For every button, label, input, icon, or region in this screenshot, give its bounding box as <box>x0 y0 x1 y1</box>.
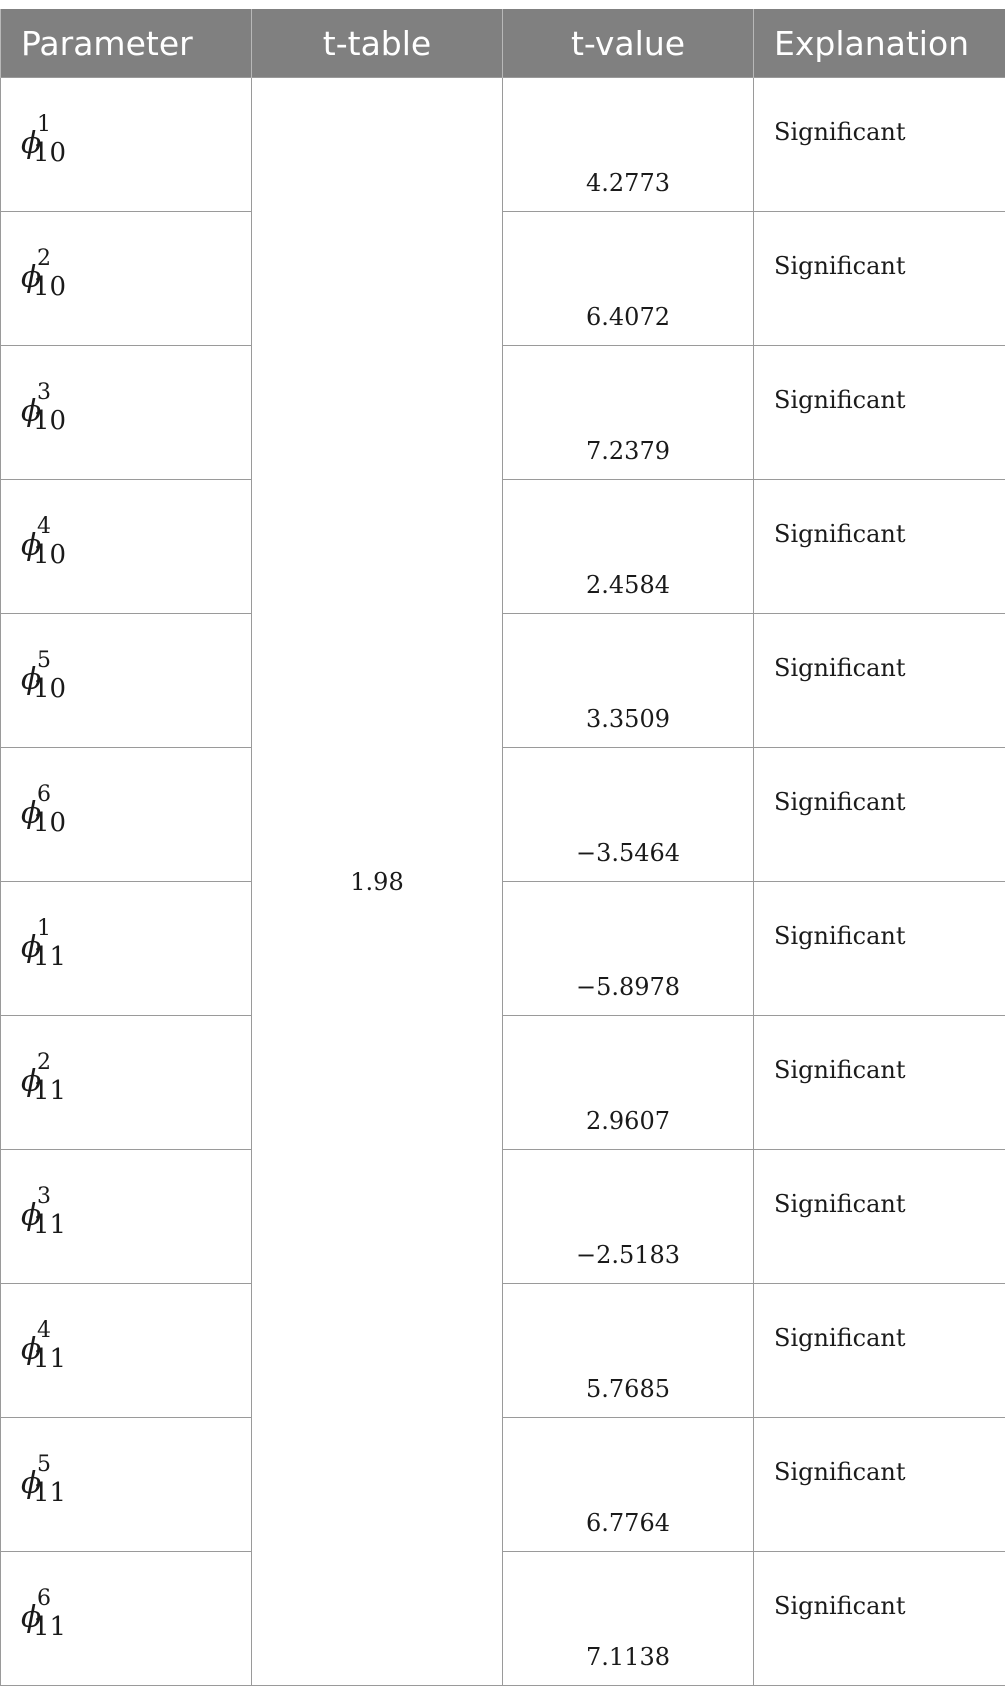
parameter-symbol <box>21 1050 81 1110</box>
header-explanation: Explanation <box>754 9 1005 78</box>
parameter-superscript: 5 <box>37 648 51 673</box>
header-parameter: Parameter <box>1 9 252 78</box>
table-row <box>1 614 1005 748</box>
parameter-subscript: 10 <box>33 406 66 436</box>
parameter-cell <box>1 212 252 346</box>
header-t-table: t-table <box>252 9 503 78</box>
parameter-cell <box>1 78 252 212</box>
t-value-cell: −5.8978 <box>503 882 754 1016</box>
parameter-cell <box>1 1016 252 1150</box>
parameter-symbol <box>21 380 81 440</box>
phi-symbol: ϕ <box>21 260 41 295</box>
parameter-superscript: 4 <box>37 1318 51 1343</box>
phi-symbol: ϕ <box>21 662 41 697</box>
parameter-subscript: 11 <box>33 1478 66 1508</box>
table-row <box>1 1150 1005 1284</box>
explanation-cell: Significant <box>754 748 1005 882</box>
parameter-symbol <box>21 1586 81 1646</box>
parameter-subscript: 11 <box>33 1344 66 1374</box>
explanation-cell: Significant <box>754 212 1005 346</box>
t-value-cell: 2.9607 <box>503 1016 754 1150</box>
table-row <box>1 748 1005 882</box>
phi-symbol: ϕ <box>21 930 41 965</box>
parameter-symbol <box>21 1318 81 1378</box>
parameter-superscript: 1 <box>37 916 51 941</box>
parameter-cell <box>1 1552 252 1686</box>
parameter-subscript: 11 <box>33 1210 66 1240</box>
table-row <box>1 1418 1005 1552</box>
parameter-subscript: 10 <box>33 540 66 570</box>
explanation-cell: Significant <box>754 1150 1005 1284</box>
phi-symbol: ϕ <box>21 528 41 563</box>
phi-symbol: ϕ <box>21 1198 41 1233</box>
explanation-cell: Significant <box>754 882 1005 1016</box>
parameter-cell <box>1 346 252 480</box>
explanation-cell: Significant <box>754 480 1005 614</box>
t-value-cell: 3.3509 <box>503 614 754 748</box>
t-value-cell: 6.4072 <box>503 212 754 346</box>
table-row <box>1 480 1005 614</box>
phi-symbol: ϕ <box>21 394 41 429</box>
explanation-cell: Significant <box>754 78 1005 212</box>
table-header <box>1 9 1005 78</box>
parameter-subscript: 11 <box>33 1612 66 1642</box>
parameter-subscript: 10 <box>33 674 66 704</box>
phi-symbol: ϕ <box>21 1332 41 1367</box>
parameter-superscript: 2 <box>37 246 51 271</box>
parameter-superscript: 1 <box>37 112 51 137</box>
table-row <box>1 212 1005 346</box>
phi-symbol: ϕ <box>21 1064 41 1099</box>
t-value-cell: 6.7764 <box>503 1418 754 1552</box>
explanation-cell: Significant <box>754 614 1005 748</box>
parameter-symbol <box>21 916 81 976</box>
table-row <box>1 1284 1005 1418</box>
parameter-superscript: 5 <box>37 1452 51 1477</box>
t-value-cell: −2.5183 <box>503 1150 754 1284</box>
table-row <box>1 882 1005 1016</box>
explanation-cell: Significant <box>754 1552 1005 1686</box>
t-value-cell: 2.4584 <box>503 480 754 614</box>
parameter-cell <box>1 1150 252 1284</box>
parameter-symbol <box>21 514 81 574</box>
parameter-cell <box>1 1418 252 1552</box>
parameter-subscript: 10 <box>33 808 66 838</box>
parameter-symbol <box>21 112 81 172</box>
parameter-symbol <box>21 648 81 708</box>
phi-symbol: ϕ <box>21 796 41 831</box>
parameter-symbol <box>21 782 81 842</box>
parameter-superscript: 2 <box>37 1050 51 1075</box>
parameter-subscript: 10 <box>33 138 66 168</box>
parameter-subscript: 11 <box>33 1076 66 1106</box>
explanation-cell: Significant <box>754 1418 1005 1552</box>
parameter-symbol <box>21 1452 81 1512</box>
header-row <box>1 9 1005 78</box>
table-row <box>1 1552 1005 1686</box>
parameter-cell <box>1 748 252 882</box>
phi-symbol: ϕ <box>21 1466 41 1501</box>
parameter-superscript: 3 <box>37 1184 51 1209</box>
t-value-cell: 4.2773 <box>503 78 754 212</box>
parameter-cell <box>1 1284 252 1418</box>
table-row <box>1 346 1005 480</box>
header-t-value: t-value <box>503 9 754 78</box>
t-value-cell: 7.2379 <box>503 346 754 480</box>
t-value-cell: −3.5464 <box>503 748 754 882</box>
phi-symbol: ϕ <box>21 126 41 161</box>
t-value-cell: 5.7685 <box>503 1284 754 1418</box>
table-row <box>1 78 1005 212</box>
table-body <box>1 78 1005 1686</box>
parameter-superscript: 4 <box>37 514 51 539</box>
parameter-symbol <box>21 246 81 306</box>
explanation-cell: Significant <box>754 346 1005 480</box>
phi-symbol: ϕ <box>21 1600 41 1635</box>
parameter-superscript: 6 <box>37 1586 51 1611</box>
parameter-superscript: 6 <box>37 782 51 807</box>
parameter-cell <box>1 882 252 1016</box>
table-row <box>1 1016 1005 1150</box>
parameter-superscript: 3 <box>37 380 51 405</box>
t-test-table <box>0 9 1005 1686</box>
parameter-cell <box>1 614 252 748</box>
t-table-cell: 1.98 <box>252 78 503 1686</box>
parameter-symbol <box>21 1184 81 1244</box>
parameter-cell <box>1 480 252 614</box>
explanation-cell: Significant <box>754 1016 1005 1150</box>
explanation-cell: Significant <box>754 1284 1005 1418</box>
parameter-subscript: 10 <box>33 272 66 302</box>
parameter-subscript: 11 <box>33 942 66 972</box>
t-value-cell: 7.1138 <box>503 1552 754 1686</box>
